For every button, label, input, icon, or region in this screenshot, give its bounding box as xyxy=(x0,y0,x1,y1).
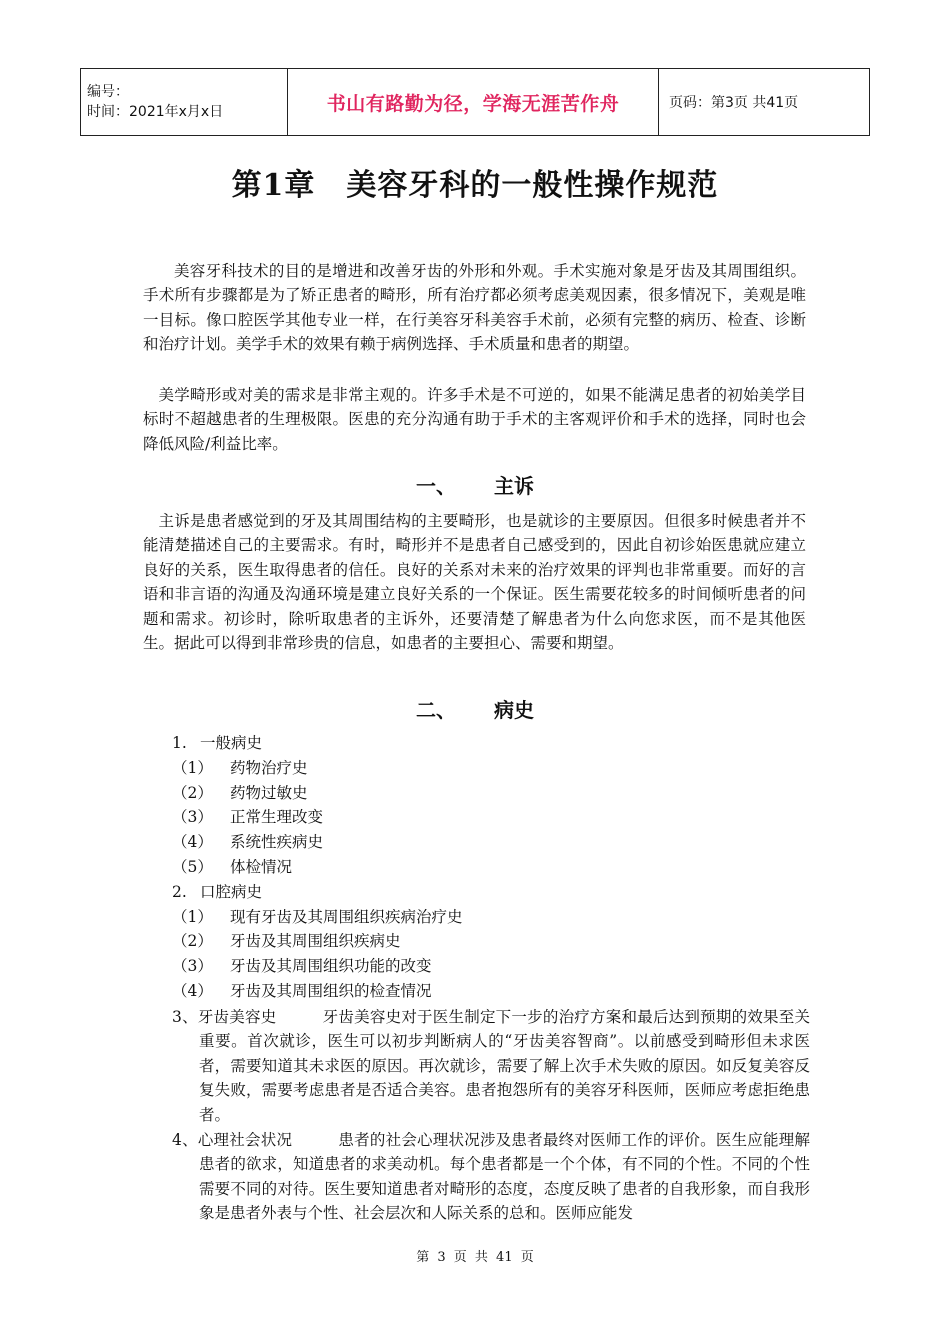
item-number: （2） xyxy=(172,932,213,951)
item-body: 患者的社会心理状况涉及患者最终对医师工作的评价。医生应能理解患者的欲求，知道患者的求美动机。每个患者都是一个个体，有不同的个性。不同的个性需要不同的对待。医生要知道患者对畸形的态度，态度反映了患者的自我形象，而自我形象是患者外表与个性、社会层次和人际关系的总和。医师应能发 xyxy=(199,1131,810,1223)
item-number: （4） xyxy=(172,833,213,852)
page-header xyxy=(80,68,870,136)
outline-item xyxy=(172,855,812,880)
section-title: 主诉 xyxy=(494,474,534,498)
outline-item xyxy=(172,979,812,1004)
outline-item xyxy=(172,830,812,855)
number-label: 编号： xyxy=(87,84,129,100)
item-text: 药物治疗史 xyxy=(230,758,308,777)
outline-item xyxy=(172,905,812,930)
header-meta-cell xyxy=(81,69,288,136)
outline-item xyxy=(172,880,812,905)
chief-complaint-paragraph: 主诉是患者感觉到的牙及其周围结构的主要畸形，也是就诊的主要原因。但很多时候患者并不能清楚描述自己的主要需求。有时，畸形并不是患者自己感受到的，因此自初诊始医患就应建立良好的关系，医生取得患者的信任。良好的关系对未来的治疗效果的评判也非常重要。而好的言语和非言语的沟通及沟通环境是建立良好关系的一个保证。医生需要花较多的时间倾听患者的问题和需求。初诊时，除听取患者的主诉外，还要清楚了解患者为什么向您求医，而不是其他医生。据此可以得到非常珍贵的信息，如患者的主要担心、需要和期望。 xyxy=(143,512,806,653)
section-heading-medical-history xyxy=(0,694,950,723)
page-footer: 第 3 页 共 41 页 xyxy=(416,1250,534,1265)
chapter-title: 第1章 美容牙科的一般性操作规范 xyxy=(231,168,719,203)
item-number: 2. xyxy=(172,882,187,901)
item-number: （3） xyxy=(172,957,213,976)
item-lead: 4、心理社会状况 xyxy=(172,1131,293,1149)
item-text: 体检情况 xyxy=(230,857,293,876)
intro-paragraph-1: 美容牙科技术的目的是增进和改善牙齿的外形和外观。手术实施对象是牙齿及其周围组织。手术所有步骤都是为了矫正患者的畸形，所有治疗都必须考虑美观因素，很多情况下，美观是唯一目标。像口腔医学其他专业一样，在行美容牙科美容手术前，必须有完整的病历、检查、诊断和治疗计划。美学手术的效果有赖于病例选择、手术质量和患者的期望。 xyxy=(143,262,806,354)
item-number: （2） xyxy=(172,783,213,802)
psychosocial-status-item xyxy=(172,1128,810,1226)
item-text: 牙齿及其周围组织疾病史 xyxy=(230,932,401,951)
item-number: （5） xyxy=(172,857,213,876)
section-title: 病史 xyxy=(494,698,534,722)
item-number: （1） xyxy=(172,758,213,777)
intro-paragraph-2: 美学畸形或对美的需求是非常主观的。许多手术是不可逆的，如果不能满足患者的初始美学目标时不超越患者的生理极限。医患的充分沟通有助于手术的主客观评价和手术的选择，同时也会降低风险/利益比率。 xyxy=(143,386,806,453)
section-number: 二、 xyxy=(416,698,456,722)
outline-item xyxy=(172,929,812,954)
dental-aesthetic-history-item xyxy=(172,1005,810,1127)
item-number: （4） xyxy=(172,981,213,1000)
item-text: 系统性疾病史 xyxy=(230,833,324,852)
outline-item xyxy=(172,781,812,806)
item-text: 牙齿及其周围组织的检查情况 xyxy=(230,981,432,1000)
item-number: （1） xyxy=(172,907,213,926)
outline-item xyxy=(172,731,812,756)
history-outline xyxy=(172,731,812,1004)
header-page-label: 页码：第3页 共41页 xyxy=(659,69,870,136)
item-text: 正常生理改变 xyxy=(230,808,324,827)
item-number: 1. xyxy=(172,734,187,752)
item-text: 一般病史 xyxy=(200,734,263,752)
header-motto: 书山有路勤为径，学海无涯苦作舟 xyxy=(288,69,659,136)
outline-item xyxy=(172,954,812,979)
outline-item xyxy=(172,805,812,830)
item-body: 牙齿美容史对于医生制定下一步的治疗方案和最后达到预期的效果至关重要。首次就诊，医生可以初步判断病人的“牙齿美容智商”。以前感受到畸形但未求医者，需要知道其未求医的原因。再次就诊，需要了解上次手术失败的原因。如反复美容反复失败，需要考虑患者是否适合美容。患者抱怨所有的美容牙科医师，医师应考虑拒绝患者。 xyxy=(199,1008,810,1124)
item-lead: 3、牙齿美容史 xyxy=(172,1008,277,1026)
item-text: 口腔病史 xyxy=(200,882,263,901)
outline-item xyxy=(172,756,812,781)
item-text: 现有牙齿及其周围组织疾病治疗史 xyxy=(230,907,463,926)
item-text: 药物过敏史 xyxy=(230,783,308,802)
item-text: 牙齿及其周围组织功能的改变 xyxy=(230,957,432,976)
section-number: 一、 xyxy=(416,474,456,498)
section-heading-chief-complaint xyxy=(0,470,950,499)
time-label: 时间：2021年x月x日 xyxy=(87,104,224,120)
item-number: （3） xyxy=(172,808,213,827)
